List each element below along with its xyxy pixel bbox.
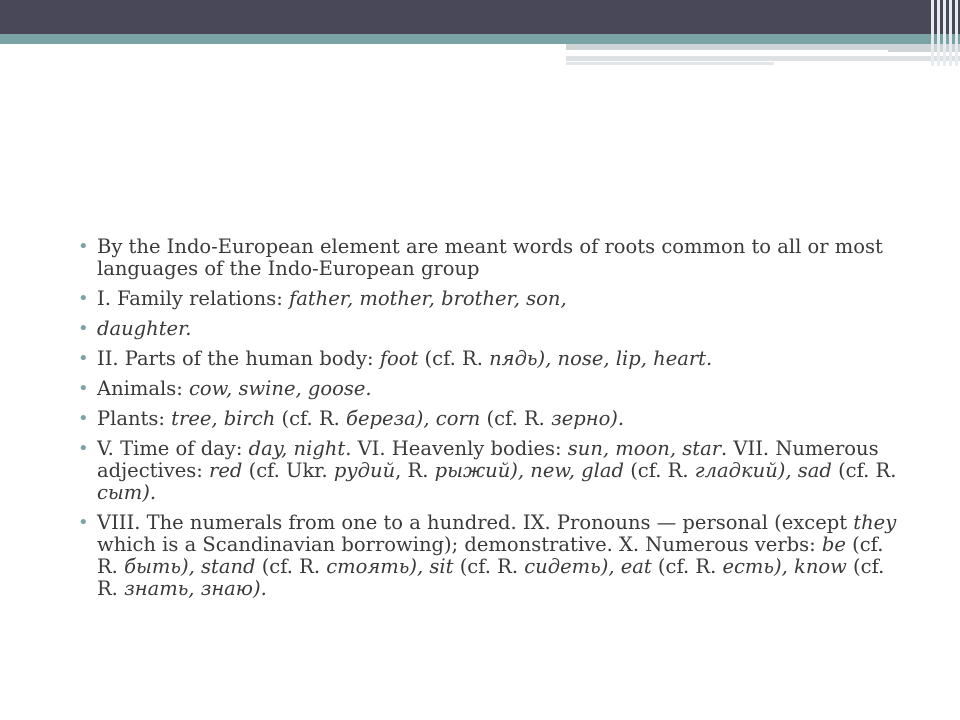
body-text: . VII. Numerous adjectives:: [97, 437, 879, 482]
example-text: red: [209, 459, 243, 482]
body-text: I. Family relations:: [97, 287, 289, 310]
bullet-list: [78, 236, 908, 608]
bullet-dot-icon: •: [78, 378, 89, 399]
body-text: Plants:: [97, 407, 172, 430]
bullet-item: [78, 318, 908, 340]
body-text: (cf. R.: [97, 533, 884, 578]
example-text: foot: [379, 347, 419, 370]
header-band: [0, 0, 960, 34]
example-text: сыт).: [97, 481, 157, 504]
bullet-dot-icon: •: [78, 236, 89, 257]
bullet-dot-icon: •: [78, 438, 89, 459]
example-text: tree, birch: [171, 407, 276, 430]
example-text: знать, знаю).: [124, 577, 267, 600]
body-text: (cf. R.: [97, 555, 885, 600]
bullet-dot-icon: •: [78, 512, 89, 533]
body-text: By the Indo-European element are meant words of roots common to all or most languages of the Indo-European group: [97, 235, 883, 280]
body-text: (cf. R.: [453, 555, 525, 578]
example-text: be: [821, 533, 846, 556]
body-text: (cf. R.: [651, 555, 723, 578]
bullet-item: [78, 236, 908, 280]
body-text: (cf. R.: [480, 407, 552, 430]
body-text: VIII. The numerals from one to a hundred. IX. Pronouns — personal (except: [97, 511, 854, 534]
bullet-dot-icon: •: [78, 318, 89, 339]
example-text: рудий: [333, 459, 396, 482]
body-text: , R.: [395, 459, 435, 482]
bullet-dot-icon: •: [78, 288, 89, 309]
header-accent-line: [0, 34, 960, 44]
bullet-dot-icon: •: [78, 348, 89, 369]
body-text: II. Parts of the human body:: [97, 347, 380, 370]
bullet-item: [78, 512, 908, 600]
example-text: father, mother, brother, son,: [288, 287, 567, 310]
bullet-item: [78, 438, 908, 504]
header-rule-2: [566, 50, 888, 53]
example-text: sun, moon, star: [567, 437, 722, 460]
example-text: береза), corn: [346, 407, 481, 430]
example-text: пядь), nose, lip, heart.: [489, 347, 713, 370]
bullet-item: [78, 408, 908, 430]
example-text: гладкий), sad: [694, 459, 832, 482]
header-rule-3: [566, 56, 960, 61]
body-text: V. Time of day:: [97, 437, 249, 460]
body-text: (cf. R.: [418, 347, 490, 370]
body-text: (cf. R.: [831, 459, 897, 482]
body-text: . VI. Heavenly bodies:: [345, 437, 568, 460]
example-text: сидеть), eat: [524, 555, 652, 578]
example-text: есть), know: [722, 555, 847, 578]
example-text: cow, swine, goose.: [189, 377, 372, 400]
body-text: Animals:: [97, 377, 190, 400]
bullet-item: [78, 378, 908, 400]
example-text: рыжий), new, glad: [434, 459, 624, 482]
body-text: (cf. Ukr.: [242, 459, 334, 482]
example-text: стоять), sit: [326, 555, 454, 578]
example-text: daughter.: [97, 317, 192, 340]
body-text: (cf. R.: [624, 459, 695, 482]
bullet-item: [78, 348, 908, 370]
header-stripes: [928, 0, 960, 66]
example-text: зерно).: [551, 407, 625, 430]
example-text: they: [853, 511, 897, 534]
body-text: (cf. R.: [255, 555, 327, 578]
header-rule-4: [566, 62, 774, 65]
example-text: быть), stand: [124, 555, 256, 578]
example-text: day, night: [248, 437, 346, 460]
body-text: (cf. R.: [275, 407, 347, 430]
bullet-dot-icon: •: [78, 408, 89, 429]
bullet-item: [78, 288, 908, 310]
body-text: which is a Scandinavian borrowing); demonstrative. X. Numerous verbs:: [97, 533, 822, 556]
